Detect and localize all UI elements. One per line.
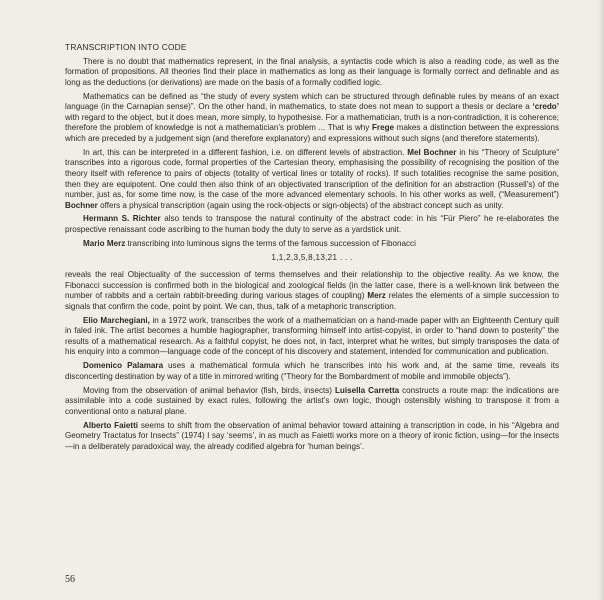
page-edge-shadow xyxy=(598,0,604,600)
name-frege: Frege xyxy=(371,123,395,133)
name-bochner: Bochner xyxy=(65,200,98,210)
article-title: TRANSCRIPTION INTO CODE xyxy=(65,42,187,52)
paragraph-9: Moving from the observation of animal behavior (fish, birds, insects) Luisella Carretta constructs a route map: the indications are assimilable into a code sustained by exact rules, following the artist’s own logic, though ostensibly wishing to transpose it from a conventional onto a natural plane. xyxy=(65,385,559,416)
paragraph-1: There is no doubt that mathematics represent, in the final analysis, a syntactis code which is also a reading code, as well as the formation of propositions. All theories find their place in mathematics as long as their language is formally correct and definable and as long as the deductions (or derivations) are made on the basis of a formally codified logic. xyxy=(65,56,559,87)
name-mario-merz: Mario Merz xyxy=(83,238,126,248)
name-alberto-faietti: Alberto Faietti xyxy=(83,420,139,430)
fibonacci-sequence: 1,1,2,3,5,8,13,21 . . . xyxy=(271,253,353,263)
article-body xyxy=(65,42,559,455)
paragraph-7: Elio Marchegiani, in a 1972 work, transcribes the work of a mathematician on a hand-made paper with an Eighteenth Century quill in faled ink. The artist becomes a humble hagiographer, transforming himself into artist-copyist, in order to “hand down to posterity” the results of a mathematical research. As a faithful copyist, he does not, in fact, interpret what he writes, but simply transposes the data of his enquiry into a common—language code of the concept of his discovery and statement, intended for communication and publication. xyxy=(65,315,559,357)
paragraph-2: Mathematics can be defined as “the study of every system which can be structured through definable rules by means of an exact language (in the Carnapian sense)”. On the other hand, in mathematics, to state does not mean to support a thesis or declare a ‘credo’ with regard to the object, but it does mean, more simply, to hypothesise. For a mathematician, truth is a non-contradiction, it is coherence; therefore the problem of knowledge is not a mathematician’s problem ... That is why Frege makes a distinction between the expressions which are preceded by a judgement sign (and therefore explanatory) and expressions without such signs (and therefore statements). xyxy=(65,91,559,143)
name-domenico-palamara: Domenico Palamara xyxy=(83,361,164,371)
name-hermann-richter: Hermann S. Richter xyxy=(83,214,161,224)
name-merz: Merz xyxy=(367,291,386,301)
name-elio-marchegiani: Elio Marchegiani, xyxy=(83,315,150,325)
paragraph-5: Mario Merz transcribing into luminous signs the terms of the famous succession of Fibonacci xyxy=(83,238,416,248)
name-luisella-carretta: Luisella Carretta xyxy=(334,385,400,395)
paragraph-10: Alberto Faietti seems to shift from the observation of animal behavior toward attaining a transcription in code, in his “Algebra and Geometry Tractatus for Insects” (1974) I say ‘seems’, in as much as Faietti works more on a theory of ironic fiction, using—for the insects—in a deliberately paradoxical way, the already codified algebra for ‘human beings’. xyxy=(65,420,559,451)
name-mel-bochner: Mel Bochner xyxy=(407,147,457,157)
paragraph-4: Hermann S. Richter also tends to transpose the natural continuity of the abstract code: in his “Für Piero” he re-elaborates the prospective renaissant code ascribing to the human body the duty to serve as a yardstick unit. xyxy=(65,214,559,235)
paragraph-8: Domenico Palamara uses a mathematical formula which he transcribes into his work and, at the same time, reveals its disconcerting destination by way of a title in mirrored writing (“Theory for the Bombardment of mobile and immobile objects”). xyxy=(65,361,559,381)
page-number: 56 xyxy=(65,574,75,585)
paragraph-3: In art, this can be interpreted in a different fashion, i.e. on different levels of abstraction. Mel Bochner in his “Theory of Sculpture” transcribes into a rigorous code, formal properties of the Cartesian theory, emphasising the possibility of recognising the position of the theory itself with reference to pairs of objects (totality of vertical lines or totality of rocks). If such totalities recognise the same position, then they are equipotent. One could then also think of an objectivated transcription of the definition for an abstraction (Russell’s) of the number, just as, for some time now, is the case of the more advanced elementary schools. In his other works as well, (“Measurement”) Bochner offers a physical transcription (again using the rock-objects or sign-objects) of the abstract concept such as unity. xyxy=(65,147,559,210)
term-credo: ‘credo’ xyxy=(532,102,559,112)
paragraph-6: reveals the real Objectuality of the succession of terms themselves and their relationship to the objective reality. As we know, the Fibonacci succession is confirmed both in the biological and zoological fields (in the latter case, there is a well-known link between the number of rabbits and a certain rabbit-breeding during various stages of coupling) Merz relates the elements of a simple succession to signals that confirm the code, point by point. We can, thus, talk of a metaphoric transcription. xyxy=(65,270,559,311)
